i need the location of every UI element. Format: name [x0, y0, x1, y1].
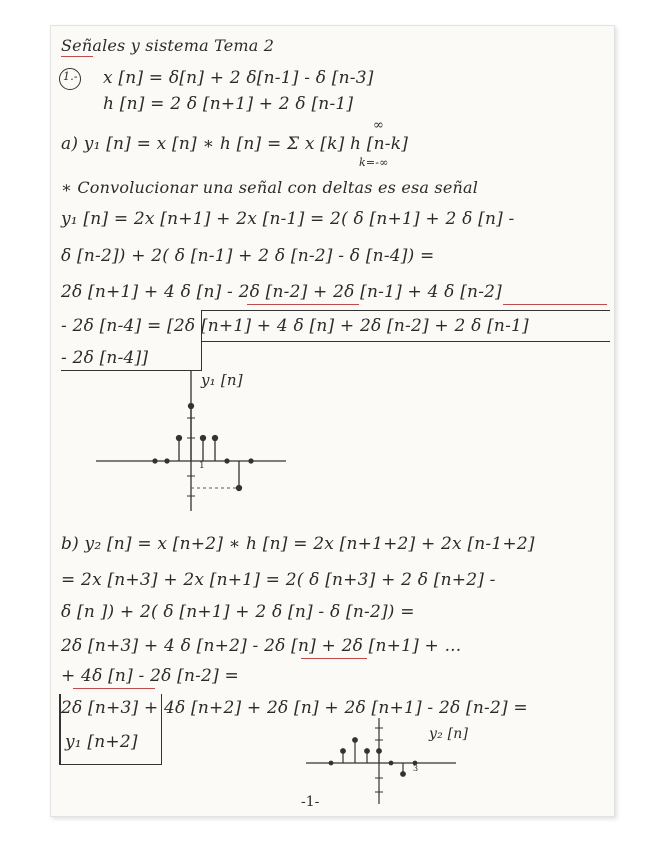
y2-stem-n-3 — [341, 749, 346, 754]
y2-stem-n0 — [377, 749, 382, 754]
part-b-line-5: + 4δ [n] - 2δ [n-2] = — [61, 666, 239, 686]
y1-zero-1 — [153, 459, 157, 463]
part-a-line-3: y₁ [n] = 2x [n+1] + 2x [n-1] = 2( δ [n+1] + 2 δ [n] - — [61, 209, 515, 229]
part-a-line-1: a) y₁ [n] = x [n] ∗ h [n] = Σ x [k] h [n-k] — [61, 134, 409, 154]
y1-zero-4 — [249, 459, 253, 463]
y2-stem-n-2 — [353, 738, 358, 743]
y1-tick-label: 1 — [199, 461, 205, 471]
sum-upper-limit: ∞ — [373, 118, 385, 133]
part-b-line-7: y₁ [n+2] — [65, 732, 138, 752]
notebook-page — [50, 25, 615, 817]
page-number: -1- — [301, 794, 320, 810]
result-box-a-top — [201, 310, 610, 342]
part-a-line-6: - 2δ [n-4] = [2δ [n+1] + 4 δ [n] + 2δ [n-2] + 2 δ [n-1] — [61, 316, 529, 336]
y1-stem-plot — [91, 366, 291, 516]
y2-graph-label: y₂ [n] — [429, 726, 469, 742]
part-b-line-1: b) y₂ [n] = x [n+2] ∗ h [n] = 2x [n+1+2] + 2x [n-1+2] — [61, 534, 535, 554]
underline-cancel-2 — [503, 304, 607, 305]
part-b-line-6: 2δ [n+3] + 4δ [n+2] + 2δ [n] + 2δ [n+1] - 2δ [n-2] = — [61, 698, 528, 718]
x-definition: x [n] = δ[n] + 2 δ[n-1] - δ [n-3] — [103, 68, 374, 88]
y1-zero-3 — [225, 459, 229, 463]
problem-number: 1.- — [63, 70, 78, 83]
underline-cancel-1 — [247, 304, 359, 305]
part-b-line-3: δ [n ]) + 2( δ [n+1] + 2 δ [n] - δ [n-2]) = — [61, 602, 415, 622]
result-box-b — [59, 694, 162, 765]
part-a-line-7: - 2δ [n-4]] — [61, 348, 149, 368]
part-a-note: ∗ Convolucionar una señal con deltas es esa señal — [61, 178, 479, 197]
y2-tick-label: 3 — [413, 764, 419, 773]
part-a-line-5: 2δ [n+1] + 4 δ [n] - 2δ [n-2] + 2δ [n-1] + 4 δ [n-2] — [61, 282, 502, 302]
y1-stem-n2 — [213, 436, 218, 441]
title-underline — [61, 56, 93, 57]
y2-stem-n-1 — [365, 749, 370, 754]
part-b-line-2: = 2x [n+3] + 2x [n+1] = 2( δ [n+3] + 2 δ [n+2] - — [61, 570, 496, 590]
part-b-line-4: 2δ [n+3] + 4 δ [n+2] - 2δ [n] + 2δ [n+1] + ... — [61, 636, 462, 656]
y1-graph-label: y₁ [n] — [201, 371, 243, 389]
h-definition: h [n] = 2 δ [n+1] + 2 δ [n-1] — [103, 94, 354, 114]
y1-stem-n0 — [189, 404, 194, 409]
underline-cancel-4 — [73, 688, 155, 689]
part-a-line-4: δ [n-2]) + 2( δ [n-1] + 2 δ [n-2] - δ [n-4]) = — [61, 246, 435, 266]
y1-stem-n-1 — [177, 436, 182, 441]
page-title: Señales y sistema Tema 2 — [61, 36, 275, 55]
sum-lower-limit: k=-∞ — [359, 156, 389, 169]
bleed-through-text — [456, 56, 606, 756]
y1-stem-n1 — [201, 436, 206, 441]
y1-zero-2 — [165, 459, 169, 463]
underline-cancel-3 — [301, 658, 367, 659]
y2-stem-n2 — [401, 772, 406, 777]
